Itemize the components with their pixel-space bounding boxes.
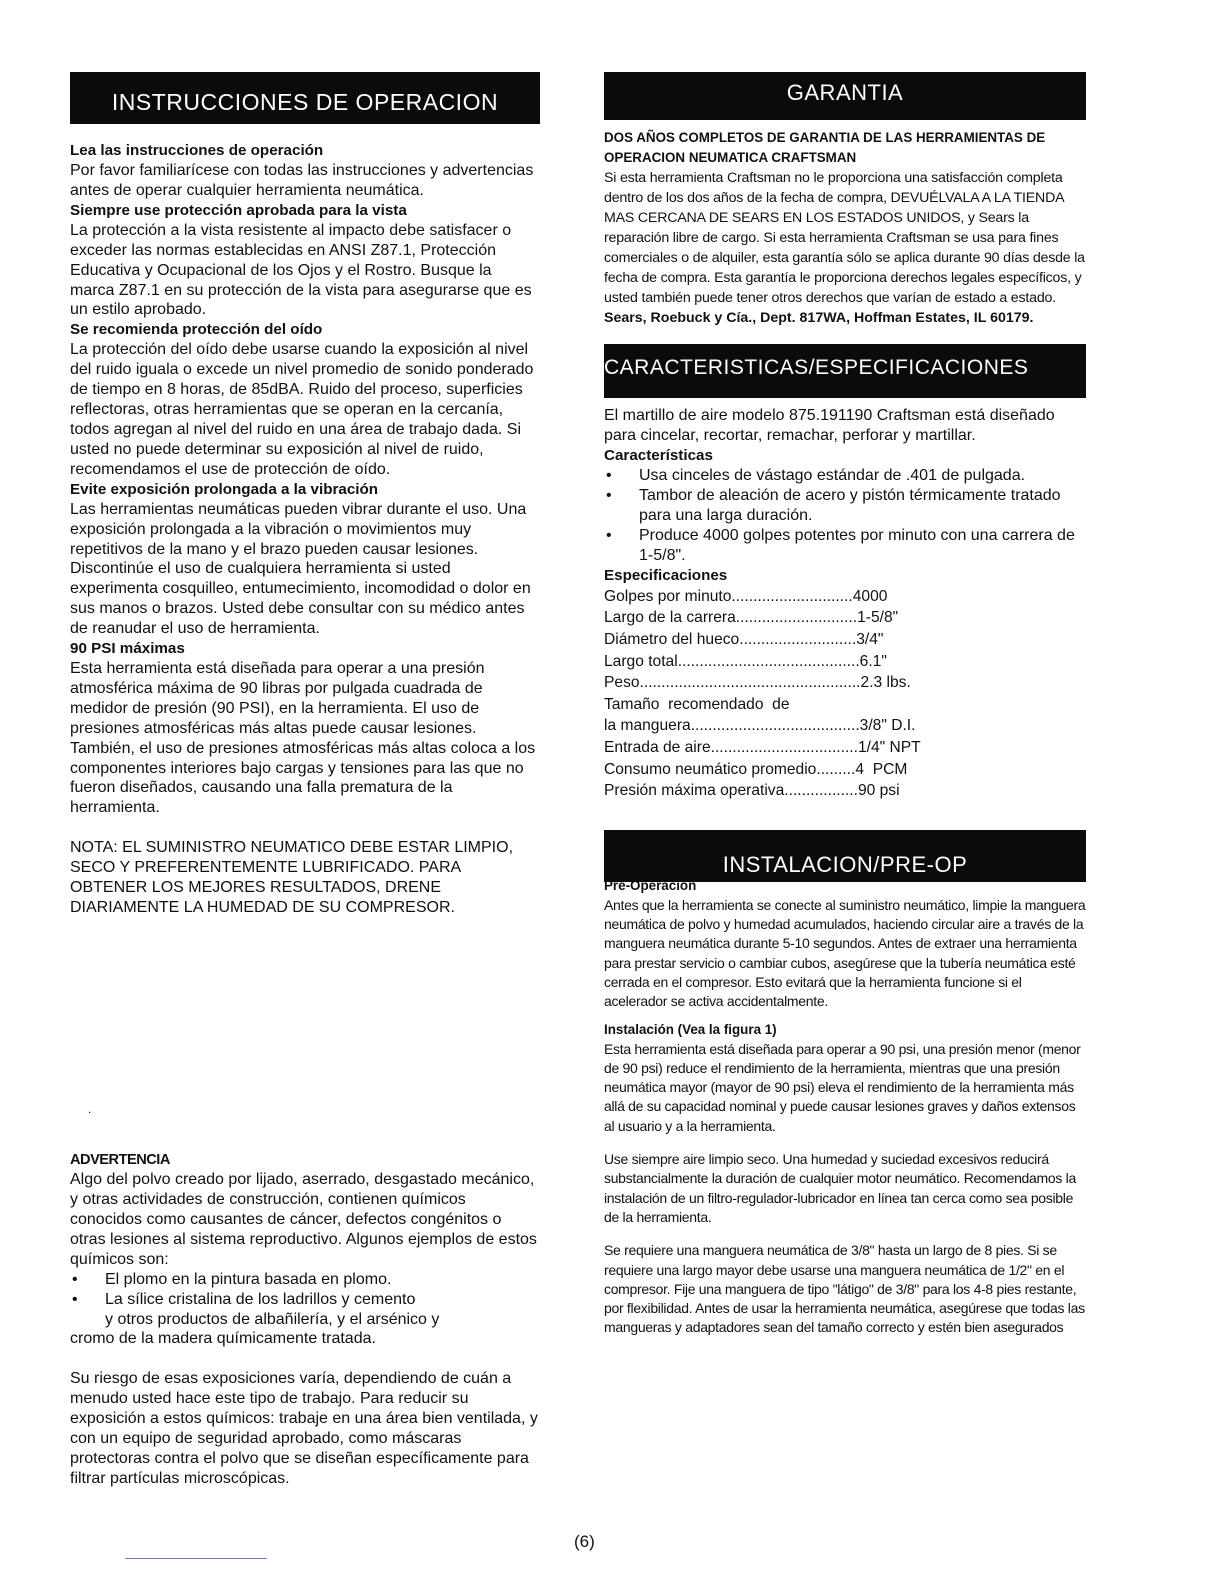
spec-row: la manguera.......................................3/8" D.I. [604, 717, 916, 735]
list-item: • Usa cinceles de vástago estándar de .401 de pulgada. [639, 466, 1086, 486]
features-list [604, 466, 1086, 566]
section-body-max-psi: Esta herramienta está diseñada para operar a una presión atmosférica máxima de 90 libras por pulgada cuadrada de medidor de presión (90 PSI), en la herramienta. El uso de presiones atmosféricas más altas puede causar lesiones. También, el uso de presiones atmosféricas más altas coloca a los componentes interiores bajo cargas y tensiones para las que no fueron diseñados, causando una falla prematura de la herramienta. [70, 660, 536, 817]
specs-heading: Especificaciones [604, 566, 728, 584]
installation-heading: Instalación (Vea la figura 1) [604, 1021, 777, 1037]
list-item: • La sílice cristalina de los ladrillos y cemento [105, 1290, 540, 1310]
section-heading-max-psi: 90 PSI máximas [70, 640, 185, 658]
hose-paragraph: Se requiere una manguera neumática de 3/8" hasta un largo de 8 pies. Si se requiere una largo mayor debe usarse una manguera neumática de 1/2" en el compresor. Fije una manguera de tipo "látigo" de 3/8" para los 4-8 pies restante, por flexibilidad. Antes de usar la herramienta neumática, asegúrese que todas las mangueras y adaptadores sean del tamaño correcto y estén bien asegurados [604, 1242, 1085, 1336]
spec-row: Golpes por minuto............................4000 [604, 587, 888, 605]
spec-row: Tamaño recomendado de [604, 695, 790, 713]
warranty-banner: GARANTIA [604, 72, 1086, 120]
section-heading-eye-protection: Siempre use protección aprobada para la vista [70, 201, 407, 219]
pre-operation-heading: Pre-Operación [604, 877, 697, 893]
stray-dot: . [88, 1102, 92, 1116]
installation-body: Esta herramienta está diseñada para operar a 90 psi, una presión menor (menor de 90 psi) reduce el rendimiento de la herramienta, mientras que una presión neumática mayor (mayor de 90 psi) eleva el rendimiento de la herramienta más allá de su capacidad nominal y puede causar lesiones graves y daños extensos al usuario y a la herramienta. [604, 1040, 1081, 1134]
warning-list-tail: cromo de la madera químicamente tratada. [70, 1330, 376, 1348]
section-heading-vibration: Evite exposición prolongada a la vibración [70, 480, 379, 498]
spec-row: Largo de la carrera............................1-5/8" [604, 609, 899, 627]
pre-operation-body: Antes que la herramienta se conecte al suministro neumático, limpie la manguera neumática de polvo y humedad acumulados, haciendo circular aire a través de la manguera neumática durante 5-10 segundos. Antes de extraer una herramienta para prestar servicio o cambiar cubos, asegúrese que la tubería neumática esté cerrada en el compresor. Esto evitará que la herramienta funcione si el acelerador se activa accidentalmente. [604, 896, 1086, 1010]
list-item: • Tambor de aleación de acero y pistón térmicamente tratado para una larga duración. [639, 486, 1086, 526]
specs-list [604, 586, 1086, 802]
section-heading-hearing-protection: Se recomienda protección del oído [70, 321, 323, 339]
warranty-address: Sears, Roebuck y Cía., Dept. 817WA, Hoffman Estates, IL 60179. [604, 310, 1034, 326]
left-column [70, 72, 540, 918]
right-column [604, 72, 1086, 1338]
warning-list-continuation: y otros productos de albañilería, y el arsénico y [105, 1310, 440, 1328]
spec-row: Largo total..........................................6.1" [604, 652, 887, 670]
spec-row: Peso...................................................2.3 lbs. [604, 674, 911, 692]
warranty-heading: DOS AÑOS COMPLETOS DE GARANTIA DE LAS HERRAMIENTAS DE OPERACION NEUMATICA CRAFTSMAN [604, 130, 1046, 165]
section-body-vibration: Las herramientas neumáticas pueden vibrar durante el uso. Una exposición prolongada a la vibración o movimientos muy repetitivos de la mano y el brazo pueden causar lesiones. Discontinúe el uso de cualquiera herramienta si usted experimenta cosquilleo, entumecimiento, incomodidad o dolor en sus manos o brazos. Usted debe consultar con su médico antes de reanudar el uso de herramienta. [70, 500, 531, 638]
warning-chemicals-list [70, 1270, 540, 1310]
section-body-eye-protection: La protección a la vista resistente al impacto debe satisfacer o exceder las normas establecidas en ANSI Z87.1, Protección Educativa y Ocupacional de los Ojos y el Rostro. Busque la marca Z87.1 en su protección de la vista para asegurarse que es un estilo aprobado. [70, 221, 532, 319]
features-specs-banner: CARACTERISTICAS/ESPECIFICACIONES [604, 344, 1086, 398]
clean-air-paragraph: Use siempre aire limpio seco. Una humedad y suciedad excesivos reducirá substancialmente la duración de cualquier motor neumático. Recomendamos la instalación de un filtro-regulador-lubricador en línea tan cerca como sea posible de la herramienta. [604, 1151, 1076, 1225]
spec-row: Entrada de aire..................................1/4" NPT [604, 738, 921, 756]
warranty-body: Si esta herramienta Craftsman no le proporciona una satisfacción completa dentro de los dos años de la fecha de compra, DEVUÉLVALA A LA TIENDA MAS CERCANA DE SEARS EN LOS ESTADOS UNIDOS, y Sears la reparación libre de cargo. Si esta herramienta Craftsman se usa para fines comerciales o de alquiler, esta garantía sólo se aplica durante 90 días desde la fecha de compra. Esta garantía le proporciona derechos legales específicos, y usted también puede tener otros derechos que varían de estado a estado. [604, 170, 1085, 306]
operating-instructions-banner: INSTRUCCIONES DE OPERACION [70, 72, 540, 124]
page-number: (6) [574, 1532, 595, 1551]
list-item: • El plomo en la pintura basada en plomo. [105, 1270, 540, 1290]
warning-risk-paragraph: Su riesgo de esas exposiciones varía, dependiendo de cuán a menudo usted hace este tipo de trabajo. Para reducir su exposición a estos químicos: trabaje en una área bien ventilada, y con un equipo de seguridad aprobado, como máscaras protectoras contra el polvo que se diseñan específicamente para filtrar partículas microscópicas. [70, 1370, 538, 1487]
warning-block [70, 1150, 540, 1489]
features-intro: El martillo de aire modelo 875.191190 Craftsman está diseñado para cincelar, recortar, remachar, perforar y martillar. [604, 407, 1055, 444]
spec-row: Presión máxima operativa.................90 psi [604, 782, 900, 800]
section-body-read-instructions: Por favor familiarícese con todas las instrucciones y advertencias antes de operar cualquier herramienta neumática. [70, 162, 534, 199]
warning-heading: ADVERTENCIA [70, 1152, 170, 1168]
installation-banner: INSTALACION/PRE-OP [604, 830, 1086, 882]
air-supply-note: NOTA: EL SUMINISTRO NEUMATICO DEBE ESTAR LIMPIO, SECO Y PREFERENTEMENTE LUBRIFICADO. PARA OBTENER LOS MEJORES RESULTADOS, DRENE DIARIAMENTE LA HUMEDAD DE SU COMPRESOR. [70, 839, 514, 917]
section-body-hearing-protection: La protección del oído debe usarse cuando la exposición al nivel del ruido iguala o excede un nivel promedio de sonido ponderado de tiempo en 8 horas, de 85dBA. Ruido del proceso, superficies reflectoras, otras herramientas que se operan en la cercanía, todos agregan al nivel del ruido en una área de trabajo dada. Si usted no puede determinar su exposición al nivel de ruido, recomendamos el use de protección de oído. [70, 341, 534, 478]
footer-divider [125, 1558, 267, 1559]
spec-row: Consumo neumático promedio.........4 PCM [604, 760, 908, 778]
spec-row: Diámetro del hueco...........................3/4" [604, 631, 884, 648]
warning-intro: Algo del polvo creado por lijado, aserrado, desgastado mecánico, y otras actividades de construcción, contienen químicos conocidos como causantes de cáncer, defectos congénitos o otras lesiones al sistema reproductivo. Algunos ejemplos de estos químicos son: [70, 1171, 537, 1268]
list-item: • Produce 4000 golpes potentes por minuto con una carrera de 1-5/8". [639, 526, 1086, 566]
section-heading-read-instructions: Lea las instrucciones de operación [70, 142, 324, 159]
features-heading: Características [604, 446, 713, 464]
